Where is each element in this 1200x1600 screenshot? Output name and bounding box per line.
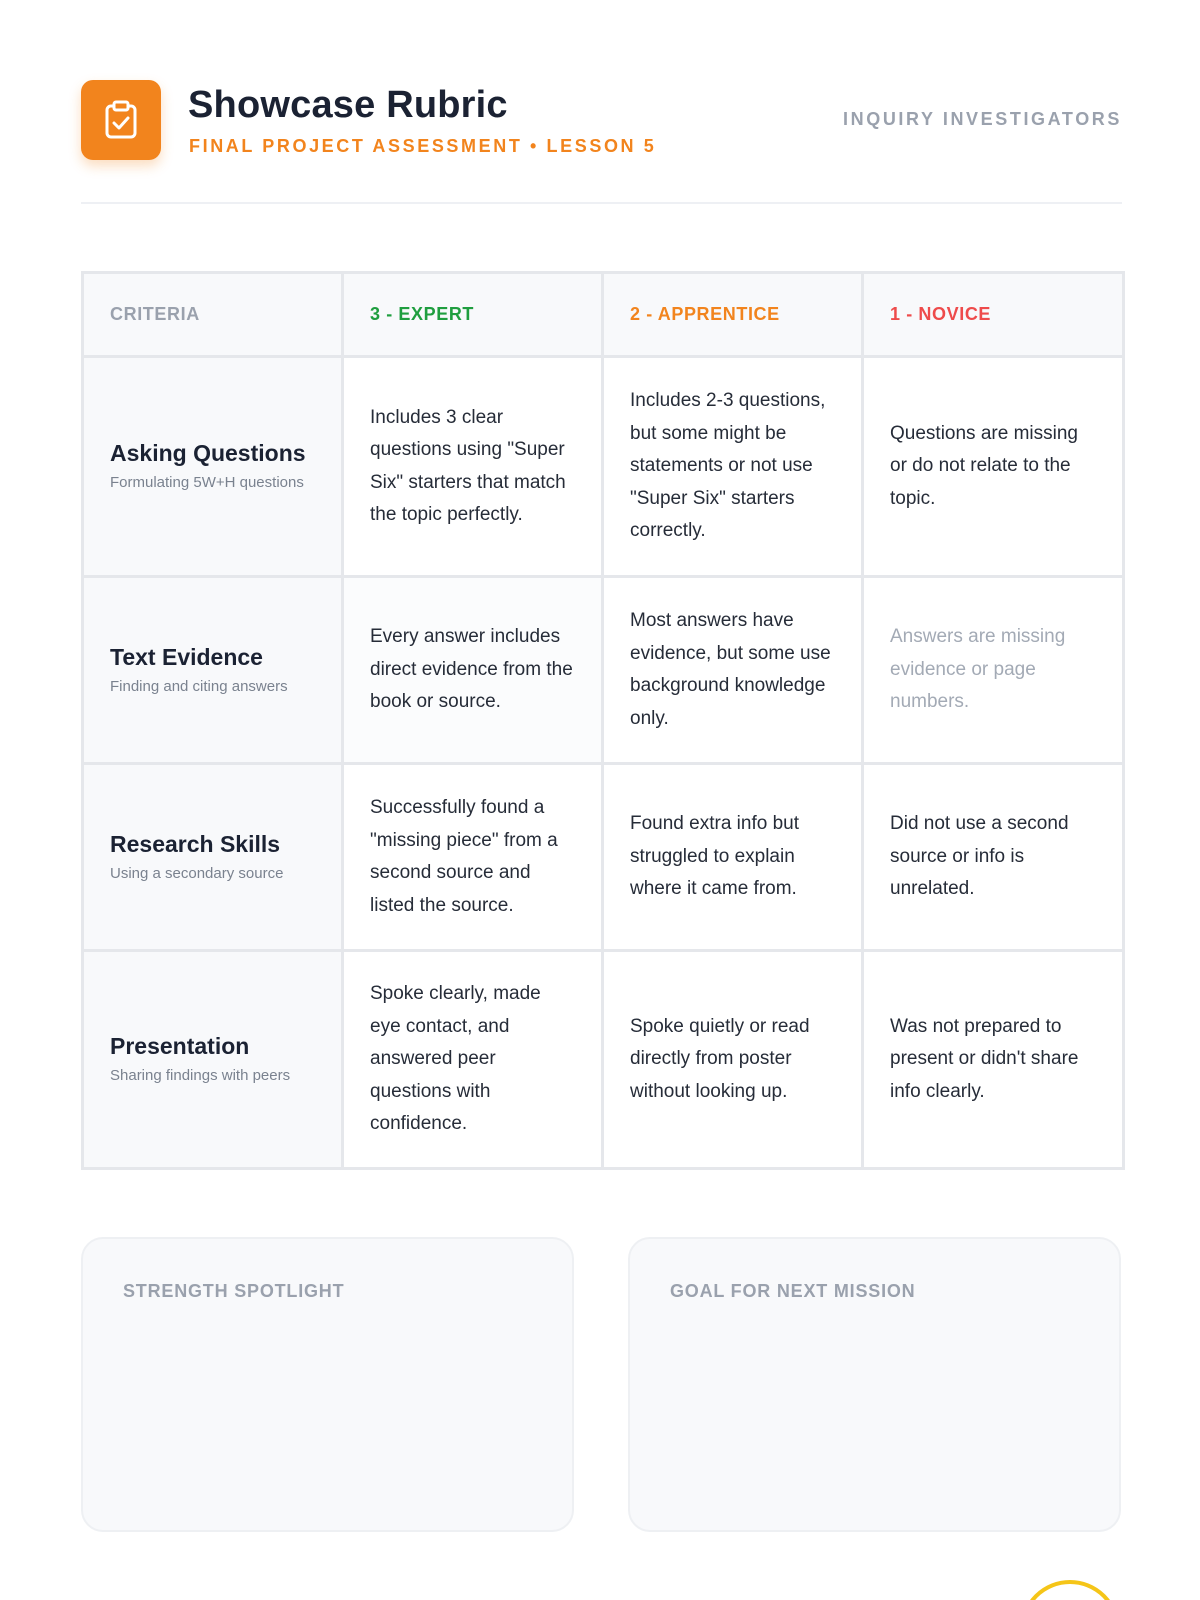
strength-spotlight-box[interactable] [81,1237,574,1532]
brand-label: INQUIRY INVESTIGATORS [843,109,1122,129]
column-header-criteria: CRITERIA [83,273,343,357]
criteria-cell [83,764,343,951]
rubric-row-presentation [83,951,1124,1169]
criteria-subtitle: Using a secondary source [110,864,284,882]
criteria-cell [83,357,343,577]
rubric-header-row [83,273,1124,357]
apprentice-description: Most answers have evidence, but some use background knowledge only. [603,577,863,764]
next-mission-goal-box[interactable] [628,1237,1121,1532]
column-header-expert: 3 - EXPERT [343,273,603,357]
novice-description: Questions are missing or do not relate to the topic. [863,357,1124,577]
next-mission-goal-label: GOAL FOR NEXT MISSION [670,1281,916,1301]
criteria-cell [83,951,343,1169]
rubric-row-text-evidence [83,577,1124,764]
criteria-cell [83,577,343,764]
criteria-title: Research Skills [110,830,281,857]
column-header-novice: 1 - NOVICE [863,273,1124,357]
page-title: Showcase Rubric [188,84,508,126]
award-seal-badge [1020,1580,1120,1600]
criteria-subtitle: Sharing findings with peers [110,1067,291,1084]
rubric-row-research-skills [83,764,1124,951]
criteria-title: Asking Questions [110,440,306,466]
criteria-subtitle: Formulating 5W+H questions [110,474,304,491]
apprentice-description: Spoke quietly or read directly from poster without looking up. [603,951,863,1169]
criteria-title: Text Evidence [110,643,263,670]
expert-description: Successfully found a "missing piece" from a second source and listed the source. [343,764,603,951]
rubric-table [81,271,1125,1170]
expert-description: Every answer includes direct evidence from the book or source. [343,577,603,764]
criteria-subtitle: Finding and citing answers [110,677,288,695]
expert-description: Includes 3 clear questions using "Super Six" starters that match the topic perfectly. [343,357,603,577]
logo-badge [81,80,161,160]
novice-description: Was not prepared to present or didn't share info clearly. [863,951,1124,1169]
page-header [81,80,1122,204]
clipboard-check-icon [104,100,138,140]
criteria-title: Presentation [110,1033,250,1059]
apprentice-description: Includes 2-3 questions, but some might be statements or not use "Super Six" starters correctly. [603,357,863,577]
expert-description: Spoke clearly, made eye contact, and answered peer questions with confidence. [343,951,603,1169]
strength-spotlight-label: STRENGTH SPOTLIGHT [123,1281,345,1301]
rubric-row-asking-questions [83,357,1124,577]
apprentice-description: Found extra info but struggled to explain where it came from. [603,764,863,951]
column-header-apprentice: 2 - APPRENTICE [603,273,863,357]
novice-description: Did not use a second source or info is unrelated. [863,764,1124,951]
page-subtitle: FINAL PROJECT ASSESSMENT • LESSON 5 [189,136,657,156]
novice-description: Answers are missing evidence or page numbers. [863,577,1124,764]
